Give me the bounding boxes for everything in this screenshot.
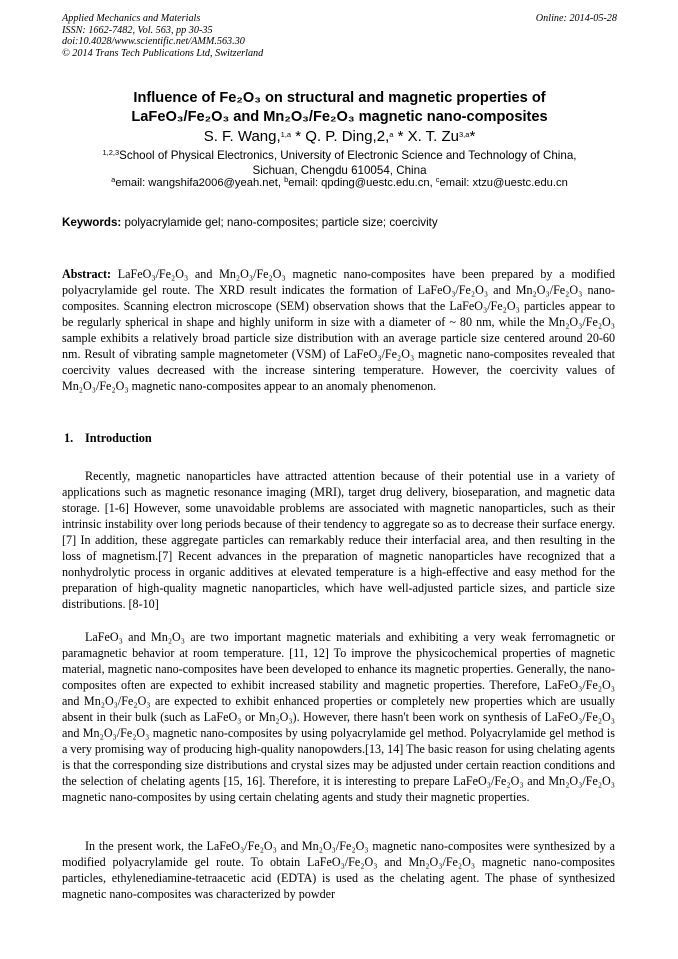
email-link[interactable]: email: xtzu@uestc.edu.cn — [439, 177, 568, 189]
abstract-text: LaFeO₃/Fe₂O₃ and Mn₂O₃/Fe₂O₃ magnetic nano-composites have been prepared by a modified polyacrylamide gel route. The XRD result indicates the formation of LaFeO₃/Fe₂O₃ and Mn₂O₃/Fe₂O₃ nano-composites. Scanning electron microscope (SEM) observation shows that the LaFeO₃/Fe₂O₃ particles appear to be regularly spherical in shape and highly uniform in size with a diameter of ~ 80 nm, while the Mn₂O₃/Fe₂O₃ sample exhibits a relatively broad particle size distribution with an average particle size centered around 20-60 nm. Result of vibrating sample magnetometer (VSM) of LaFeO₃/Fe₂O₃ magnetic nano-composites revealed that coercivity values decreased with the increase sintering temperature. However, the coercivity values of Mn₂O₃/Fe₂O₃ magnetic nano-composites appear to an anomaly phenomenon. — [62, 267, 615, 393]
affiliation — [62, 148, 617, 178]
copyright-line: © 2014 Trans Tech Publications Ltd, Switzerland — [62, 47, 264, 59]
email-link[interactable]: email: wangshifa2006@yeah.net, — [115, 177, 285, 189]
intro-paragraph-1: Recently, magnetic nanoparticles have attracted attention because of their potential use in a variety of applications such as magnetic resonance imaging (MRI), target drug delivery, bioseparation, and magnetic data storage. [1-6] However, some unavoidable problems are associated with magnetic nanoparticles, such as their intrinsic instability over long periods because of their tendency to aggregate so as to decrease their surface energy.[7] In addition, these aggregate particles can remarkably reduce their interfacial area, and then resulting in the loss of magnetism.[7] Recent advances in the preparation of magnetic nanoparticles have recognized that a nonhydrolytic process in organic additives at elevated temperature is a high-effective and easy method for the preparation of high-quality magnetic nanoparticles, which have well-adjusted particle sizes, and particle size distributions. [8-10] — [62, 469, 615, 611]
abstract-label: Abstract: — [62, 267, 112, 281]
author-mark: a — [389, 130, 394, 139]
journal-header — [62, 13, 617, 59]
keywords — [62, 216, 617, 230]
email-mark: b — [284, 175, 289, 184]
author-star: * — [469, 128, 476, 145]
author-star: * — [393, 128, 404, 145]
author-mark: 3,a — [459, 130, 470, 139]
doi-line[interactable]: doi:10.4028/www.scientific.net/AMM.563.30 — [62, 36, 245, 48]
author-name: X. T. Zu — [407, 128, 460, 145]
author-mark: 1,a — [280, 130, 292, 139]
issn-line: ISSN: 1662-7482, Vol. 563, pp 30-35 — [62, 24, 213, 36]
journal-name: Applied Mechanics and Materials — [62, 13, 201, 24]
keywords-label: Keywords: — [62, 216, 122, 229]
email-link[interactable]: email: qpding@uestc.edu.cn, — [288, 177, 436, 189]
author-name: Q. P. Ding,2, — [305, 128, 390, 145]
affiliation-line-2: Sichuan, Chengdu 610054, China — [252, 164, 427, 177]
section-title: Introduction — [85, 431, 152, 445]
title-line-1: Influence of Fe₂O₃ on structural and magnetic properties of — [133, 90, 546, 106]
author-name: S. F. Wang, — [203, 128, 281, 145]
intro-paragraph-3: In the present work, the LaFeO₃/Fe₂O₃ and Mn₂O₃/Fe₂O₃ magnetic nano-composites were synthesized by a modified polyacrylamide gel route. To obtain LaFeO₃/Fe₂O₃ and Mn₂O₃/Fe₂O₃ magnetic nano-composites particles, ethylenediamine-tetraacetic acid (EDTA) is used as the chelating agent. The phase of synthesized magnetic nano-composites was characterized by powder — [62, 839, 615, 901]
title-line-2: LaFeO₃/Fe₂O₃ and Mn₂O₃/Fe₂O₃ magnetic nano-composites — [131, 109, 548, 125]
affiliation-line-1: School of Physical Electronics, University of Electronic Science and Technology of China, — [119, 149, 577, 162]
affiliation-mark: 1,2,3 — [102, 148, 120, 157]
author-list — [62, 128, 617, 146]
section-number: 1. — [64, 431, 74, 445]
section-heading — [64, 430, 152, 446]
author-emails — [62, 176, 617, 191]
intro-paragraph-2: LaFeO₃ and Mn₂O₃ are two important magnetic materials and exhibiting a very weak ferromagnetic or paramagnetic behavior at room temperature. [11, 12] To improve the physicochemical properties of magnetic material, magnetic nano-composites have been developed to enhance its magnetic properties. Generally, the nano-composites often are expected to exhibit increased stability and magnetic properties. Therefore, LaFeO₃/Fe₂O₃ and Mn₂O₃/Fe₂O₃ are expected to exhibit enhanced properties or completely new properties which are usually absent in their bulk (such as LaFeO₃ or Mn₂O₃). However, there hasn't been work on synthesis of LaFeO₃/Fe₂O₃ and Mn₂O₃/Fe₂O₃ magnetic nano-composites by using polyacrylamide gel method. Polyacrylamide gel method is a very promising way of producing high-quality nanopowders.[13, 14] The basic reason for using chelating agents is that the corresponding size distributions and crystal sizes may be adjusted under certain reaction conditions and the selection of chelating agents [15, 16]. Therefore, it is interesting to prepare LaFeO₃/Fe₂O₃ and Mn₂O₃/Fe₂O₃ magnetic nano-composites by using certain chelating agents and study their magnetic properties. — [62, 630, 615, 804]
author-star: * — [291, 128, 306, 145]
paper-title — [62, 89, 617, 127]
online-date: Online: 2014-05-28 — [535, 13, 617, 24]
abstract — [62, 266, 615, 394]
email-mark: c — [435, 175, 440, 184]
email-mark: a — [111, 175, 116, 184]
keywords-text: polyacrylamide gel; nano-composites; particle size; coercivity — [121, 216, 438, 229]
